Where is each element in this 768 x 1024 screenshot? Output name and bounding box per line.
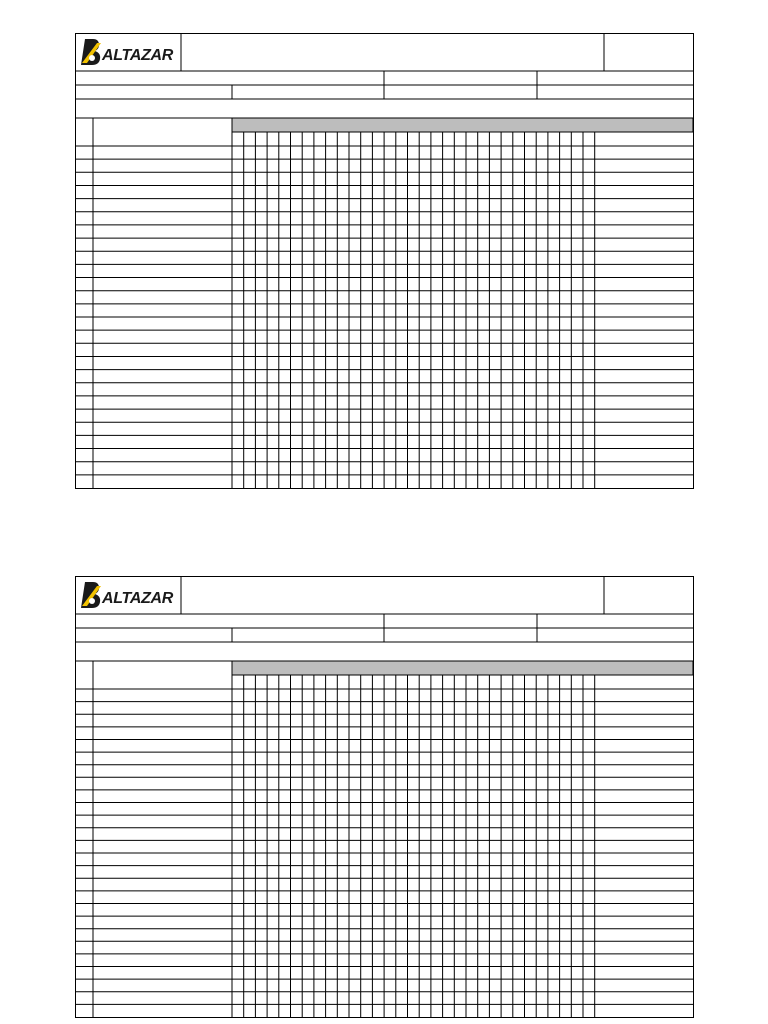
attendance-form-1 [75,33,694,489]
attendance-form-2 [75,576,694,1018]
days-header-band [232,118,693,132]
form-grid [76,34,695,490]
brand-logo-text: ALTAZAR [102,47,174,64]
form-grid [76,577,695,1019]
brand-logo-text: ALTAZAR [102,590,174,607]
days-header-band [232,661,693,675]
